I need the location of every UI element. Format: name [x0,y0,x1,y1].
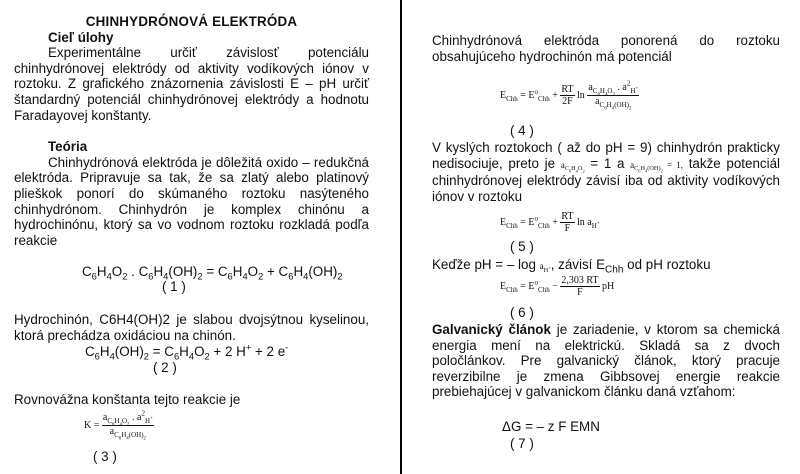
goal-heading: Cieľ úlohy [48,29,114,45]
galvanic-paragraph: Galvanický článok je zariadenie, v ktorom sa chemická energia mení na elektrickú. Skladá sa z dvoch poločlánkov. Pre galvanický článok, ktorý pracuje reverzibilne je zmena Gibbsovej energie reakcie prebiehajúcej v galvanickom článku daná vzťahom: [432,322,780,400]
theory-paragraph: Chinhydrónová elektróda je dôležitá oxido – redukčná elektróda. Pripravuje sa tak, že sa zlatý alebo platinový plieškok ponorí do skúmaného roztoku nasýteného chinhydrónom. Chinhydrón je komplex chinónu a hydrochinónu, ktorý sa vo vodnom roztoku rozkladá podľa reakcie [14,154,369,248]
eq6-f: F [577,287,583,298]
acid-text-2: takže potenciál chinhydrónovej elektródy závisí iba od aktivity vodíkových iónov v roztoku [432,155,780,204]
equation-5: $E_{Chh} = E^o_{Chh}$ + $\frac{RT}{F}$ $\ln a_{H^+}$ [500,211,600,234]
equation-1: $C_6H_4O_2$ . $C_6H_4(OH)_2 = C_6H_4O_2 + C_6H_4(OH)_2$ [82,264,343,282]
eq4-rt: RT [561,84,574,96]
eq4-ln: ln [577,90,585,102]
eq4-chh-subscript: Chh [506,95,518,104]
equation-4: $E_{Chh} = E^o_{Chh}$ + $\frac{RT}{2F}$ ln $\frac{a_{C_6H_4O_2} . a^2_{H^+}}{a_{C_6H_4(OH)_2}}$ [500,79,639,112]
left-column [14,0,369,248]
hydroquinone-paragraph: Hydrochinón, C6H4(OH)2 je slabou dvojsýtnou kyselinou, ktorá prechádza oxidáciou na chinón. [14,312,369,343]
equation-3-number: ( 3 ) [93,449,117,464]
goal-paragraph: Experimentálne určiť závislosť potenciálu chinhydrónovej elektródy od aktivity vodíkových iónov v roztoku. Z grafického znázornenia závislosti E – pH určiť štandardný potenciál chinhydrónovej elektródy a hodnotu Faradayovej konštanty. [14,45,369,123]
equation-1-number: ( 1 ) [162,279,186,294]
eq6-ph: pH [602,280,615,292]
equation-6: $E_{Chh} = E^o_{Chh}$ − $\frac{2,303 RT}{F}$ pH [500,275,615,298]
column-divider [400,0,402,474]
acid-text-1: V kyslých roztokoch ( až do pH = 9) chinhydrón prakticky nedisociuje, preto je [432,140,780,171]
equation-5-number: ( 5 ) [510,239,534,254]
equation-4-number: ( 4 ) [510,123,534,138]
eq5-f: F [564,223,571,234]
equation-2: $C_6H_4(OH)_2 = C_6H_4O_2 + 2$ H+ + 2 e- [85,342,289,362]
equation-3: K = $\frac{a_{C_6H_4O_2} . a^2_{H^+}}{a_{C_6H_4(OH)_2}}$ [84,409,153,442]
eq5-rt: RT [561,211,574,222]
equation-7-number: ( 7 ) [510,436,534,451]
document-title: CHINHYDRÓNOVÁ ELEKTRÓDA [85,14,298,29]
eq4-e-symbol: E [500,90,507,102]
eq4-2f: 2F [562,96,573,108]
acid-paragraph: V kyslých roztokoch ( až do pH = 9) chinhydrón prakticky nedisociuje, preto je $a_{C_6H_4O_2} = 1$ a $a_{C_6H_4(OH)_2} = 1$, takže potenciál chinhydrónovej elektródy závisí iba od aktivity vodíkových iónov v roztoku [432,140,780,204]
galvanic-heading: Galvanický článok [432,322,551,337]
eq6-coef: 2,303 RT [561,275,599,286]
equation-2-number: ( 2 ) [153,360,177,375]
equation-6-number: ( 6 ) [510,305,534,320]
theory-heading: Teória [48,139,88,155]
equation-7: ΔG = – z F EMN [502,419,600,434]
ph-paragraph: Keďže pH = – $\log a_{H^+}$, závisí $E_{Chh}$ od pH roztoku [432,257,711,276]
equilibrium-paragraph: Rovnovážna konštanta tejto reakcie je [14,392,241,407]
intro-paragraph: Chinhydrónová elektróda ponorená do roztoku obsahujúceho hydrochinón má potenciál [432,33,780,64]
